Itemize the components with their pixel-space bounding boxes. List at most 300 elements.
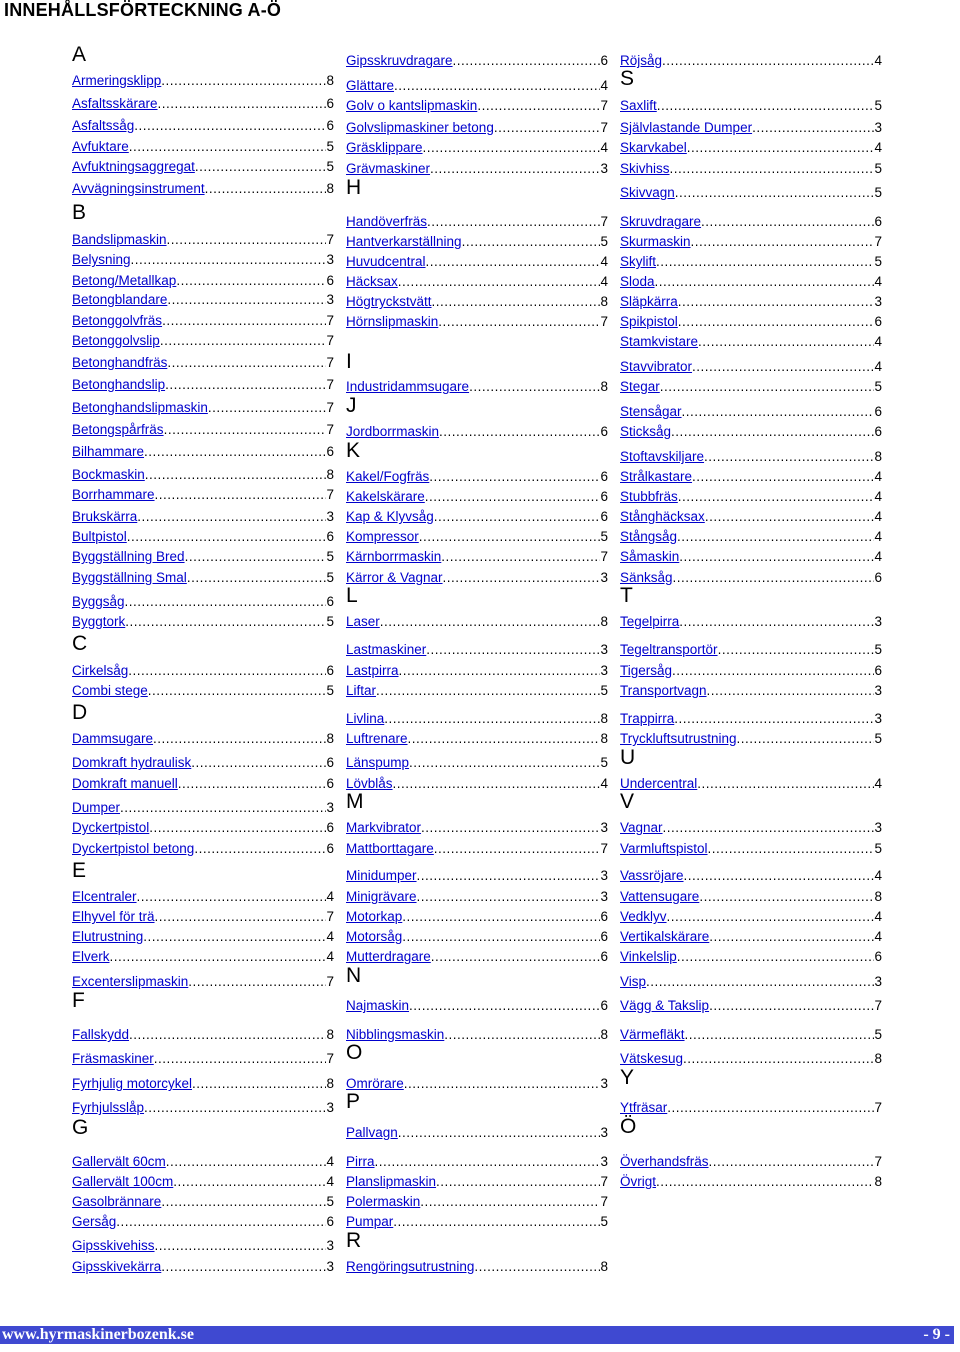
index-entry[interactable] — [346, 160, 608, 178]
index-entry[interactable] — [346, 1258, 608, 1276]
index-entry-link[interactable]: Minigrävare — [346, 889, 417, 904]
index-entry-link[interactable]: Betongspårfräs — [72, 422, 164, 437]
index-entry-link[interactable]: Markvibrator — [346, 820, 422, 835]
index-entry[interactable] — [620, 253, 882, 271]
index-entry-link[interactable]: Kärror & Vagnar — [346, 570, 443, 585]
index-entry[interactable] — [72, 1193, 334, 1211]
dot-leader — [682, 403, 875, 421]
index-entry[interactable] — [620, 423, 882, 441]
index-entry[interactable] — [346, 293, 608, 311]
index-entry-link[interactable]: Excenterslipmaskin — [72, 974, 189, 989]
index-entry[interactable] — [620, 1173, 882, 1191]
index-entry-link[interactable]: Högtryckstvätt — [346, 294, 432, 309]
index-entry[interactable] — [620, 213, 882, 231]
index-entry[interactable] — [346, 682, 608, 700]
dot-leader — [137, 888, 327, 906]
index-entry[interactable] — [620, 569, 882, 587]
index-entry[interactable] — [72, 312, 334, 330]
index-entry-link[interactable]: Gipsskivehiss — [72, 1238, 155, 1253]
index-entry-link[interactable]: Cirkelsåg — [72, 663, 129, 678]
index-entry[interactable] — [620, 641, 882, 659]
index-entry[interactable] — [72, 528, 334, 546]
index-entry-link[interactable]: Industridammsugare — [346, 379, 470, 394]
index-entry[interactable] — [620, 1153, 882, 1171]
index-entry[interactable] — [346, 710, 608, 728]
index-entry[interactable] — [620, 1099, 882, 1117]
section-letter: Ö — [620, 1115, 637, 1138]
index-entry[interactable] — [620, 52, 882, 70]
index-entry-link[interactable]: Vägg & Takslip — [620, 998, 710, 1013]
index-entry[interactable] — [72, 399, 334, 417]
index-entry[interactable] — [620, 1050, 882, 1068]
index-entry[interactable] — [620, 313, 882, 331]
index-entry-link[interactable]: Fräsmaskiner — [72, 1051, 154, 1066]
index-entry[interactable] — [346, 888, 608, 906]
index-entry[interactable] — [620, 730, 882, 748]
index-entry-link[interactable]: Hörnslipmaskin — [346, 314, 439, 329]
index-entry-link[interactable]: Golvslipmaskiner betong — [346, 120, 494, 135]
index-entry-link[interactable]: Najmaskin — [346, 998, 410, 1013]
index-entry-link[interactable]: Motorkap — [346, 909, 403, 924]
index-entry[interactable] — [620, 775, 882, 793]
index-entry[interactable] — [346, 273, 608, 291]
index-entry[interactable] — [620, 448, 882, 466]
index-entry[interactable] — [346, 569, 608, 587]
index-entry[interactable] — [72, 354, 334, 372]
index-entry-link[interactable]: Pallvagn — [346, 1125, 398, 1140]
index-entry[interactable] — [72, 117, 334, 135]
index-entry-link[interactable]: Lastpirra — [346, 663, 399, 678]
index-entry[interactable] — [346, 1124, 608, 1142]
index-entry[interactable] — [620, 840, 882, 858]
index-entry-link[interactable]: Minidumper — [346, 868, 417, 883]
index-entry-link[interactable]: Livlina — [346, 711, 385, 726]
index-entry-link[interactable]: Transportvagn — [620, 683, 707, 698]
index-entry[interactable] — [620, 184, 882, 202]
index-entry-link[interactable]: Elverk — [72, 949, 110, 964]
index-entry-link[interactable]: Värmefläkt — [620, 1027, 685, 1042]
index-entry-link[interactable]: Belysning — [72, 252, 131, 267]
dot-leader — [699, 888, 874, 906]
index-entry-link[interactable]: Gasolbrännare — [72, 1194, 162, 1209]
index-entry[interactable] — [346, 488, 608, 506]
index-entry[interactable] — [620, 948, 882, 966]
index-entry[interactable] — [72, 908, 334, 926]
index-entry-link[interactable]: Huvudcentral — [346, 254, 426, 269]
index-entry-link[interactable]: Pumpar — [346, 1214, 394, 1229]
index-entry[interactable] — [620, 997, 882, 1015]
index-entry-link[interactable]: Stamkvistare — [620, 334, 699, 349]
index-entry-link[interactable]: Kakelskärare — [346, 489, 425, 504]
index-entry[interactable] — [72, 662, 334, 680]
index-entry[interactable] — [72, 613, 334, 631]
index-entry[interactable] — [620, 358, 882, 376]
index-entry-link[interactable]: Betonggolvslip — [72, 333, 160, 348]
index-entry-link[interactable]: Övrigt — [620, 1174, 657, 1189]
dot-leader — [434, 508, 601, 526]
index-entry[interactable] — [72, 486, 334, 504]
index-entry-link[interactable]: Saxlift — [620, 98, 657, 113]
index-entry-link[interactable]: Självlastande Dumper — [620, 120, 753, 135]
index-entry[interactable] — [346, 233, 608, 251]
index-entry-link[interactable]: Tigersåg — [620, 663, 673, 678]
index-entry-link[interactable]: Gallervält 100cm — [72, 1174, 174, 1189]
index-entry-link[interactable]: Omrörare — [346, 1076, 404, 1091]
index-entry[interactable] — [72, 443, 334, 461]
index-entry[interactable] — [620, 403, 882, 421]
index-entry[interactable] — [72, 948, 334, 966]
index-entry[interactable] — [346, 1193, 608, 1211]
index-entry[interactable] — [620, 119, 882, 137]
index-entry[interactable] — [620, 888, 882, 906]
index-entry-link[interactable]: Kap & Klyvsåg — [346, 509, 434, 524]
index-entry[interactable] — [72, 272, 334, 290]
index-entry-link[interactable]: Överhandsfräs — [620, 1154, 709, 1169]
index-entry-link[interactable]: Stånghäcksax — [620, 509, 705, 524]
index-entry[interactable] — [72, 1213, 334, 1231]
index-entry[interactable] — [346, 528, 608, 546]
index-entry[interactable] — [72, 1050, 334, 1068]
page-number: 3 — [600, 161, 608, 176]
index-entry-link[interactable]: Gallervält 60cm — [72, 1154, 166, 1169]
dot-leader — [153, 730, 326, 748]
index-entry-link[interactable]: Stångsåg — [620, 529, 678, 544]
index-entry-link[interactable]: Betonghandslip — [72, 377, 166, 392]
index-entry-link[interactable]: Vinkelslip — [620, 949, 677, 964]
dot-leader — [421, 819, 600, 837]
index-entry-link[interactable]: Sticksåg — [620, 424, 672, 439]
index-entry-link[interactable]: Laser — [346, 614, 380, 629]
index-entry[interactable] — [346, 775, 608, 793]
index-entry-link[interactable]: Elcentraler — [72, 889, 137, 904]
index-entry-link[interactable]: Dyckertpistol — [72, 820, 150, 835]
index-entry[interactable] — [72, 251, 334, 269]
index-entry[interactable] — [72, 888, 334, 906]
index-entry-link[interactable]: Dammsugare — [72, 731, 154, 746]
index-entry-link[interactable]: Polermaskin — [346, 1194, 421, 1209]
index-entry[interactable] — [72, 754, 334, 772]
index-entry[interactable] — [72, 138, 334, 156]
index-entry-link[interactable]: Stavvibrator — [620, 359, 693, 374]
index-entry-link[interactable]: Tryckluftsutrustning — [620, 731, 737, 746]
index-entry-link[interactable]: Byggställning Smal — [72, 570, 187, 585]
index-entry-link[interactable]: Combi stege — [72, 683, 148, 698]
index-entry-link[interactable]: Nibblingsmaskin — [346, 1027, 445, 1042]
index-entry-link[interactable]: Varmluftspistol — [620, 841, 708, 856]
index-entry[interactable] — [620, 928, 882, 946]
index-entry[interactable] — [72, 819, 334, 837]
index-entry-link[interactable]: Mutterdragare — [346, 949, 431, 964]
page-number: 5 — [600, 683, 608, 698]
index-entry-link[interactable]: Dyckertpistol betong — [72, 841, 195, 856]
page-number: 5 — [874, 161, 882, 176]
index-entry[interactable] — [346, 468, 608, 486]
dot-leader — [707, 682, 875, 700]
index-entry[interactable] — [620, 1026, 882, 1044]
index-entry-link[interactable]: Tegeltransportör — [620, 642, 718, 657]
index-entry-link[interactable]: Vedklyv — [620, 909, 667, 924]
section-letter: B — [72, 201, 87, 224]
index-entry[interactable] — [346, 548, 608, 566]
index-entry[interactable] — [620, 613, 882, 631]
index-entry-link[interactable]: Borrhammare — [72, 487, 155, 502]
index-entry-link[interactable]: Såmaskin — [620, 549, 680, 564]
index-entry[interactable] — [346, 997, 608, 1015]
index-entry[interactable] — [620, 682, 882, 700]
index-entry-link[interactable]: Betong/Metallkap — [72, 273, 177, 288]
index-entry[interactable] — [620, 233, 882, 251]
index-entry-link[interactable]: Bultpistol — [72, 529, 127, 544]
index-entry[interactable] — [346, 867, 608, 885]
index-entry-link[interactable]: Bandslipmaskin — [72, 232, 167, 247]
index-entry-link[interactable]: Gipsskruvdragare — [346, 53, 453, 68]
index-entry[interactable] — [72, 466, 334, 484]
index-entry[interactable] — [620, 333, 882, 351]
index-entry[interactable] — [72, 569, 334, 587]
index-entry-link[interactable]: Skivhiss — [620, 161, 670, 176]
index-entry[interactable] — [72, 1075, 334, 1093]
index-entry[interactable] — [620, 468, 882, 486]
index-entry-link[interactable]: Rengöringsutrustning — [346, 1259, 475, 1274]
index-entry-link[interactable]: Asfaltsskärare — [72, 96, 158, 111]
index-entry[interactable] — [620, 908, 882, 926]
dot-leader — [127, 528, 327, 546]
index-entry[interactable] — [72, 840, 334, 858]
index-entry-link[interactable]: Handöverfräs — [346, 214, 428, 229]
index-entry[interactable] — [346, 313, 608, 331]
index-entry[interactable] — [72, 799, 334, 817]
index-entry-link[interactable]: Stubbfräs — [620, 489, 678, 504]
section-letter: F — [72, 989, 85, 1012]
index-entry[interactable] — [346, 1026, 608, 1044]
index-entry[interactable] — [346, 508, 608, 526]
page-number: 4 — [874, 140, 882, 155]
page-number: 3 — [600, 570, 608, 585]
index-entry-link[interactable]: Stoftavskiljare — [620, 449, 705, 464]
index-entry-link[interactable]: Kakel/Fogfräs — [346, 469, 430, 484]
index-entry-link[interactable]: Sänksåg — [620, 570, 673, 585]
index-entry-link[interactable]: Mattborttagare — [346, 841, 434, 856]
index-entry[interactable] — [346, 948, 608, 966]
index-entry[interactable] — [346, 119, 608, 137]
index-entry-link[interactable]: Sloda — [620, 274, 655, 289]
index-entry[interactable] — [620, 867, 882, 885]
index-entry-link[interactable]: Planslipmaskin — [346, 1174, 437, 1189]
index-entry[interactable] — [346, 1153, 608, 1171]
index-entry[interactable] — [346, 1173, 608, 1191]
index-entry[interactable] — [72, 1258, 334, 1276]
index-entry[interactable] — [72, 1099, 334, 1117]
footer-site-link[interactable]: www.hyrmaskinerbozenk.se — [2, 1326, 195, 1343]
page-number: 7 — [874, 998, 882, 1013]
index-entry-link[interactable]: Byggställning Bred — [72, 549, 185, 564]
index-entry-link[interactable]: Strålkastare — [620, 469, 693, 484]
index-entry[interactable] — [346, 423, 608, 441]
page-number: 4 — [326, 1154, 334, 1169]
index-entry-link[interactable]: Byggtork — [72, 614, 126, 629]
index-entry[interactable] — [620, 488, 882, 506]
index-entry[interactable] — [620, 139, 882, 157]
index-entry-link[interactable]: Skylift — [620, 254, 657, 269]
index-entry[interactable] — [72, 682, 334, 700]
index-entry[interactable] — [620, 378, 882, 396]
index-entry[interactable] — [72, 421, 334, 439]
index-entry[interactable] — [346, 840, 608, 858]
index-entry[interactable] — [346, 52, 608, 70]
index-entry-link[interactable]: Grävmaskiner — [346, 161, 431, 176]
index-entry-link[interactable]: Liftar — [346, 683, 377, 698]
index-entry-link[interactable]: Luftrenare — [346, 731, 408, 746]
index-entry[interactable] — [72, 376, 334, 394]
index-entry-link[interactable]: Betonghandfräs — [72, 355, 168, 370]
index-entry[interactable] — [72, 730, 334, 748]
dot-leader — [657, 97, 875, 115]
index-entry[interactable] — [72, 1237, 334, 1255]
index-entry-link[interactable]: Skurmaskin — [620, 234, 691, 249]
index-entry[interactable] — [620, 508, 882, 526]
dot-leader — [737, 730, 875, 748]
index-entry-link[interactable]: Betonghandslipmaskin — [72, 400, 208, 415]
index-entry-link[interactable]: Avvägningsinstrument — [72, 181, 205, 196]
index-entry[interactable] — [620, 548, 882, 566]
index-entry-link[interactable]: Skivvagn — [620, 185, 675, 200]
index-entry[interactable] — [346, 253, 608, 271]
index-entry-link[interactable]: Stegar — [620, 379, 660, 394]
index-entry[interactable] — [72, 332, 334, 350]
index-entry-link[interactable]: Dumper — [72, 800, 121, 815]
index-entry[interactable] — [346, 1213, 608, 1231]
index-entry[interactable] — [72, 291, 334, 309]
index-entry[interactable] — [72, 231, 334, 249]
index-entry-link[interactable]: Avfuktare — [72, 139, 129, 154]
index-entry[interactable] — [346, 754, 608, 772]
index-entry[interactable] — [72, 95, 334, 113]
index-entry-link[interactable]: Skarvkabel — [620, 140, 687, 155]
index-entry-link[interactable]: Jordborrmaskin — [346, 424, 440, 439]
index-entry[interactable] — [620, 710, 882, 728]
index-entry-link[interactable]: Fyrhjulig motorcykel — [72, 1076, 193, 1091]
index-entry-link[interactable]: Röjsåg — [620, 53, 663, 68]
index-entry-link[interactable]: Skruvdragare — [620, 214, 702, 229]
index-entry-link[interactable]: Domkraft hydraulisk — [72, 755, 192, 770]
index-entry-link[interactable]: Gersåg — [72, 1214, 117, 1229]
index-entry-link[interactable]: Betongblandare — [72, 292, 168, 307]
index-entry[interactable] — [346, 1075, 608, 1093]
index-entry-link[interactable]: Fallskydd — [72, 1027, 130, 1042]
index-entry-link[interactable]: Vagnar — [620, 820, 663, 835]
index-entry-link[interactable]: Motorsåg — [346, 929, 403, 944]
index-entry-link[interactable]: Fyrhjulsslåp — [72, 1100, 145, 1115]
index-entry-link[interactable]: Stensågar — [620, 404, 682, 419]
index-entry[interactable] — [72, 1153, 334, 1171]
index-entry[interactable] — [346, 613, 608, 631]
index-entry-link[interactable]: Häcksax — [346, 274, 398, 289]
index-entry[interactable] — [346, 641, 608, 659]
index-entry[interactable] — [620, 97, 882, 115]
index-entry-link[interactable]: Brukskärra — [72, 509, 138, 524]
index-entry-link[interactable]: Undercentral — [620, 776, 698, 791]
index-entry-link[interactable]: Golv o kantslipmaskin — [346, 98, 478, 113]
index-entry[interactable] — [620, 973, 882, 991]
index-entry-link[interactable]: Elhyvel för trä — [72, 909, 155, 924]
index-entry[interactable] — [72, 593, 334, 611]
page-number: 3 — [600, 868, 608, 883]
index-entry-link[interactable]: Betonggolvfräs — [72, 313, 163, 328]
index-entry[interactable] — [346, 662, 608, 680]
index-entry-link[interactable]: Domkraft manuell — [72, 776, 178, 791]
index-entry[interactable] — [346, 730, 608, 748]
index-entry-link[interactable]: Släpkärra — [620, 294, 678, 309]
index-entry-link[interactable]: Visp — [620, 974, 647, 989]
dot-leader — [420, 1193, 600, 1211]
index-entry-link[interactable]: Glättare — [346, 78, 395, 93]
index-entry-link[interactable]: Byggsåg — [72, 594, 125, 609]
index-entry-link[interactable]: Vertikalskärare — [620, 929, 710, 944]
index-entry-link[interactable]: Pirra — [346, 1154, 375, 1169]
index-entry-link[interactable]: Bilhammare — [72, 444, 145, 459]
index-entry-link[interactable]: Armeringsklipp — [72, 73, 162, 88]
index-entry[interactable] — [346, 139, 608, 157]
index-entry-link[interactable]: Tegelpirra — [620, 614, 680, 629]
index-entry[interactable] — [72, 1173, 334, 1191]
index-entry[interactable] — [620, 160, 882, 178]
index-entry[interactable] — [72, 775, 334, 793]
index-entry[interactable] — [620, 528, 882, 546]
index-entry-link[interactable]: Bockmaskin — [72, 467, 145, 482]
index-entry-link[interactable]: Elutrustning — [72, 929, 144, 944]
index-entry[interactable] — [620, 293, 882, 311]
index-entry-link[interactable]: Hantverkarställning — [346, 234, 462, 249]
index-entry[interactable] — [72, 508, 334, 526]
index-entry-link[interactable]: Kompressor — [346, 529, 419, 544]
index-entry[interactable] — [72, 973, 334, 991]
index-entry[interactable] — [72, 180, 334, 198]
index-entry[interactable] — [72, 158, 334, 176]
index-entry-link[interactable]: Avfuktningsaggregat — [72, 159, 195, 174]
index-entry-link[interactable]: Ytfräsar — [620, 1100, 668, 1115]
index-entry[interactable] — [72, 928, 334, 946]
index-entry[interactable] — [346, 908, 608, 926]
index-entry[interactable] — [72, 548, 334, 566]
index-entry[interactable] — [346, 213, 608, 231]
page-number: 3 — [326, 292, 334, 307]
index-entry[interactable] — [346, 378, 608, 396]
index-entry-link[interactable]: Kärnborrmaskin — [346, 549, 442, 564]
index-entry[interactable] — [72, 72, 334, 90]
index-entry-link[interactable]: Vassröjare — [620, 868, 684, 883]
index-entry[interactable] — [346, 819, 608, 837]
index-entry-link[interactable]: Lastmaskiner — [346, 642, 427, 657]
index-entry-link[interactable]: Lövblås — [346, 776, 393, 791]
dot-leader — [427, 213, 600, 231]
index-entry[interactable] — [620, 273, 882, 291]
index-entry[interactable] — [346, 97, 608, 115]
index-entry-link[interactable]: Spikpistol — [620, 314, 678, 329]
index-entry[interactable] — [346, 928, 608, 946]
index-entry-link[interactable]: Gipsskivekärra — [72, 1259, 162, 1274]
index-entry[interactable] — [620, 819, 882, 837]
dot-leader — [167, 354, 326, 372]
index-entry[interactable] — [346, 77, 608, 95]
index-entry[interactable] — [620, 662, 882, 680]
index-entry-link[interactable]: Vattensugare — [620, 889, 700, 904]
index-entry-link[interactable]: Gräsklippare — [346, 140, 423, 155]
index-entry-link[interactable]: Länspump — [346, 755, 410, 770]
index-entry[interactable] — [72, 1026, 334, 1044]
index-entry-link[interactable]: Asfaltssåg — [72, 118, 135, 133]
index-entry-link[interactable]: Vätskesug — [620, 1051, 684, 1066]
index-entry-link[interactable]: Trappirra — [620, 711, 675, 726]
